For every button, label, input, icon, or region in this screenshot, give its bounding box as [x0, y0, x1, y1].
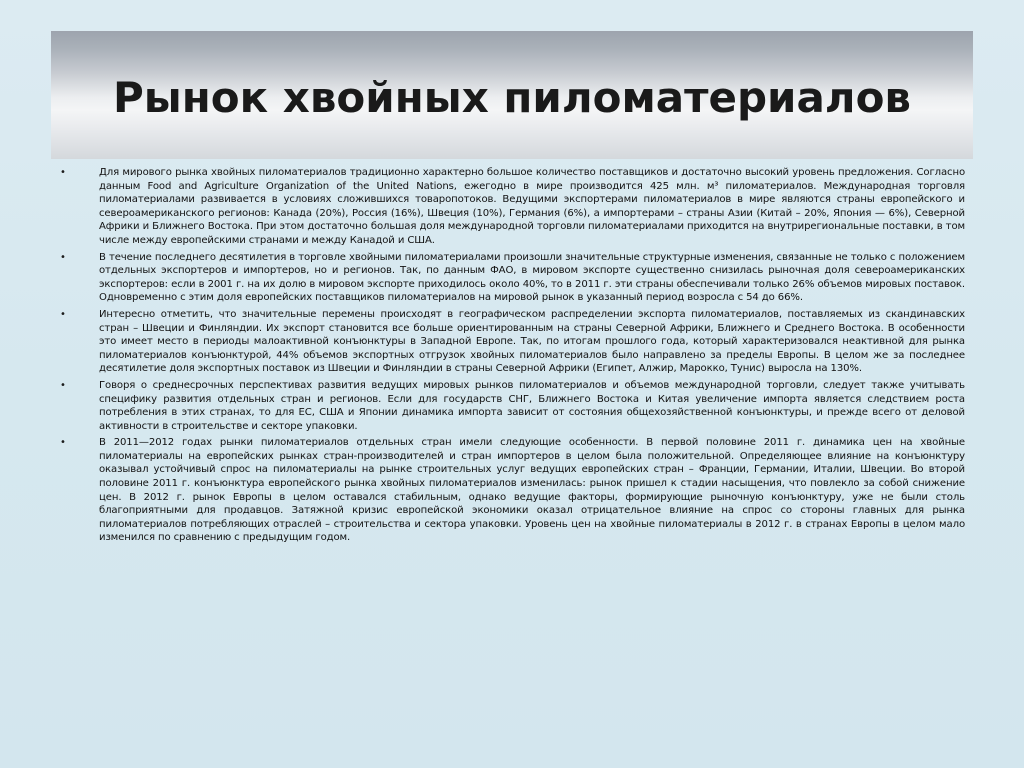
bullet-paragraph: [60, 251, 965, 305]
bullet-icon: •: [60, 251, 66, 263]
bullet-paragraph: [60, 379, 965, 433]
paragraph-text: В течение последнего десятилетия в торговле хвойными пиломатериалами произошли значительные структурные изменения, связанные не только с положением отдельных экспортеров и импортеров, но и регионов. Так, по данным ФАО, в мировом экспорте существенно снизилась рыночная доля североамериканских экспортеров: если в 2001 г. на их долю в мировом экспорте приходилось около 40%, то в 2011 г. эти страны обеспечивали только 26% объемов мировых поставок. Одновременно с этим доля европейских поставщиков пиломатериалов на мировой рынок в указанный период возросла с 54 до 66%.: [99, 251, 965, 304]
slide-title: Рынок хвойных пиломатериалов: [112, 73, 912, 122]
bullet-icon: •: [60, 379, 66, 391]
bullet-paragraph: [60, 436, 965, 545]
bullet-icon: •: [60, 167, 66, 178]
bullet-paragraph: [60, 166, 965, 248]
bullet-icon: •: [60, 437, 66, 449]
paragraph-text: Говоря о среднесрочных перспективах развития ведущих мировых рынков пиломатериалов и объемов международной торговли, следует также учитывать специфику развития отдельных стран и регионов. Если для государств СНГ, Ближнего Востока и Китая увеличение импорта является следствием роста потребления в этих странах, то для ЕС, США и Японии динамика импорта зависит от состояния общехозяйственной конъюнктуры, и прежде всего от деловой активности в строительстве и секторе упаковки.: [99, 379, 965, 432]
paragraph-text: Интересно отметить, что значительные перемены происходят в географическом распределении экспорта пиломатериалов, поставляемых из скандинавских стран – Швеции и Финляндии. Их экспорт становится все больше ориентированным на страны Северной Африки, Ближнего и Среднего Востока. В особенности это имеет место в периоды малоактивной конъюнктуры в Западной Европе. Так, по итогам прошлого года, который характеризовался неактивной для рынка пиломатериалов конъюнктурой, 44% объемов экспортных отгрузок хвойных пиломатериалов было направлено за пределы Европы. В целом же за последнее десятилетие доля экспортных поставок из Швеции и Финляндии в страны Северной Африки (Египет, Алжир, Марокко, Тунис) выросла на 130%.: [99, 308, 965, 375]
paragraph-text: В 2011—2012 годах рынки пиломатериалов отдельных стран имели следующие особенности. В первой половине 2011 г. динамика цен на хвойные пиломатериалы на европейских рынках стран-производителей и стран импортеров в целом была положительной. Определяющее влияние на конъюнктуру оказывал устойчивый спрос на пиломатериалы на рынке строительных услуг ведущих европейских стран – Франции, Германии, Италии, Швеции. Во второй половине 2011 г. конъюнктура европейского рынка хвойных пиломатериалов изменилась: рынок пришел к стадии насыщения, что повлекло за собой снижение цен. В 2012 г. рынок Европы в целом оставался стабильным, однако ведущие факторы, формирующие рыночную конъюнктуру, уже не были столь благоприятными для продавцов. Затяжной кризис европейской экономики оказал отрицательное влияние на спрос со стороны главных для рынка пиломатериалов потребляющих отраслей – строительства и сектора упаковки. Уровень цен на хвойные пиломатериалы в 2012 г. в странах Европы в целом мало изменился по сравнению с предыдущим годом.: [99, 437, 965, 544]
paragraph-text: Для мирового рынка хвойных пиломатериалов традиционно характерно большое количество поставщиков и достаточно высокий уровень предложения. Согласно данным Food and Agriculture Organization of the United Nations, ежегодно в мире производится 425 млн. м³ пиломатериалов. Международная торговля пиломатериалами развивается в условиях сложившихся товаропотоков. Ведущими экспортерами пиломатериалов в мире являются страны европейского и североамериканского регионов: Канада (20%), Россия (16%), Швеция (10%), Германия (6%), а импортерами – страны Азии (Китай – 20%, Япония — 6%), Северной Африки и Ближнего Востока. При этом достаточно большая доля международной торговли пиломатериалами приходится на внутрирегиональные поставки, в том числе между европейскими странами и между Канадой и США.: [99, 167, 965, 246]
bullet-list: [60, 166, 965, 548]
bullet-paragraph: [60, 308, 965, 376]
bullet-icon: •: [60, 308, 66, 320]
